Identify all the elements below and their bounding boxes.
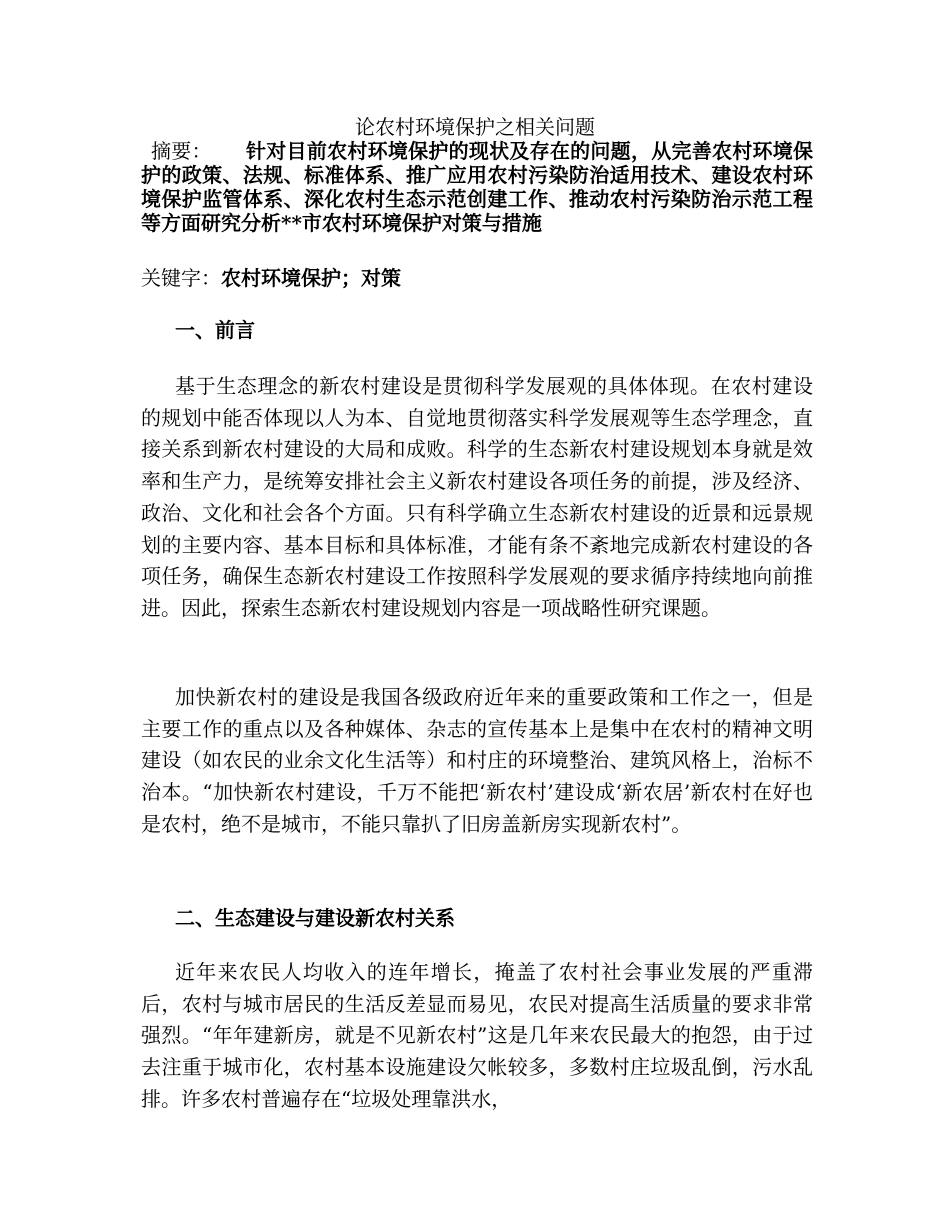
abstract-label: 摘要： (151, 139, 212, 163)
keywords-label: 关键字： (141, 266, 221, 290)
paragraph: 近年来农民人均收入的连年增长，掩盖了农村社会事业发展的严重滞后，农村与城市居民的生活反差显而易见，农民对提高生活质量的要求非常强烈。“年年建新房，就是不见新农村”这是几年来农民最大的抱怨，由于过去注重于城市化，农村基本设施建设欠帐较多，多数村庄垃圾乱倒，污水乱排。许多农村普遍存在“垃圾处理靠洪水， (141, 960, 813, 1111)
keywords (141, 264, 813, 292)
paragraph: 基于生态理念的新农村建设是贯彻科学发展观的具体体现。在农村建设的规划中能否体现以人为本、自觉地贯彻落实科学发展观等生态学理念，直接关系到新农村建设的大局和成败。科学的生态新农村建设规划本身就是效率和生产力，是统筹安排社会主义新农村建设各项任务的前提，涉及经济、政治、文化和社会各个方面。只有科学确立生态新农村建设的近景和远景规划的主要内容、基本目标和具体标准，才能有条不紊地完成新农村建设的各项任务，确保生态新农村建设工作按照科学发展观的要求循序持续地向前推进。因此，探索生态新农村建设规划内容是一项战略性研究课题。 (141, 374, 813, 620)
paragraph: 加快新农村的建设是我国各级政府近年来的重要政策和工作之一，但是主要工作的重点以及各种媒体、杂志的宣传基本上是集中在农村的精神文明建设（如农民的业余文化生活等）和村庄的环境整治、建筑风格上，治标不治本。“加快新农村建设，千万不能把‘新农村’建设成‘新农居’新农村在好也是农村，绝不是城市，不能只靠扒了旧房盖新房实现新农村”。 (141, 685, 813, 836)
abstract (141, 139, 813, 235)
keywords-text: 农村环境保护；对策 (221, 266, 401, 290)
section-heading-ecology: 二、生态建设与建设新农村关系 (175, 906, 455, 930)
section-heading-introduction: 一、前言 (175, 318, 255, 342)
abstract-text: 针对目前农村环境保护的现状及存在的问题，从完善农村环境保护的政策、法规、标准体系、推广应用农村污染防治适用技术、建设农村环境保护监管体系、深化农村生态示范创建工作、推动农村污染防治示范工程等方面研究分析**市农村环境保护对策与措施 (141, 139, 814, 235)
document-title: 论农村环境保护之相关问题 (355, 115, 595, 139)
